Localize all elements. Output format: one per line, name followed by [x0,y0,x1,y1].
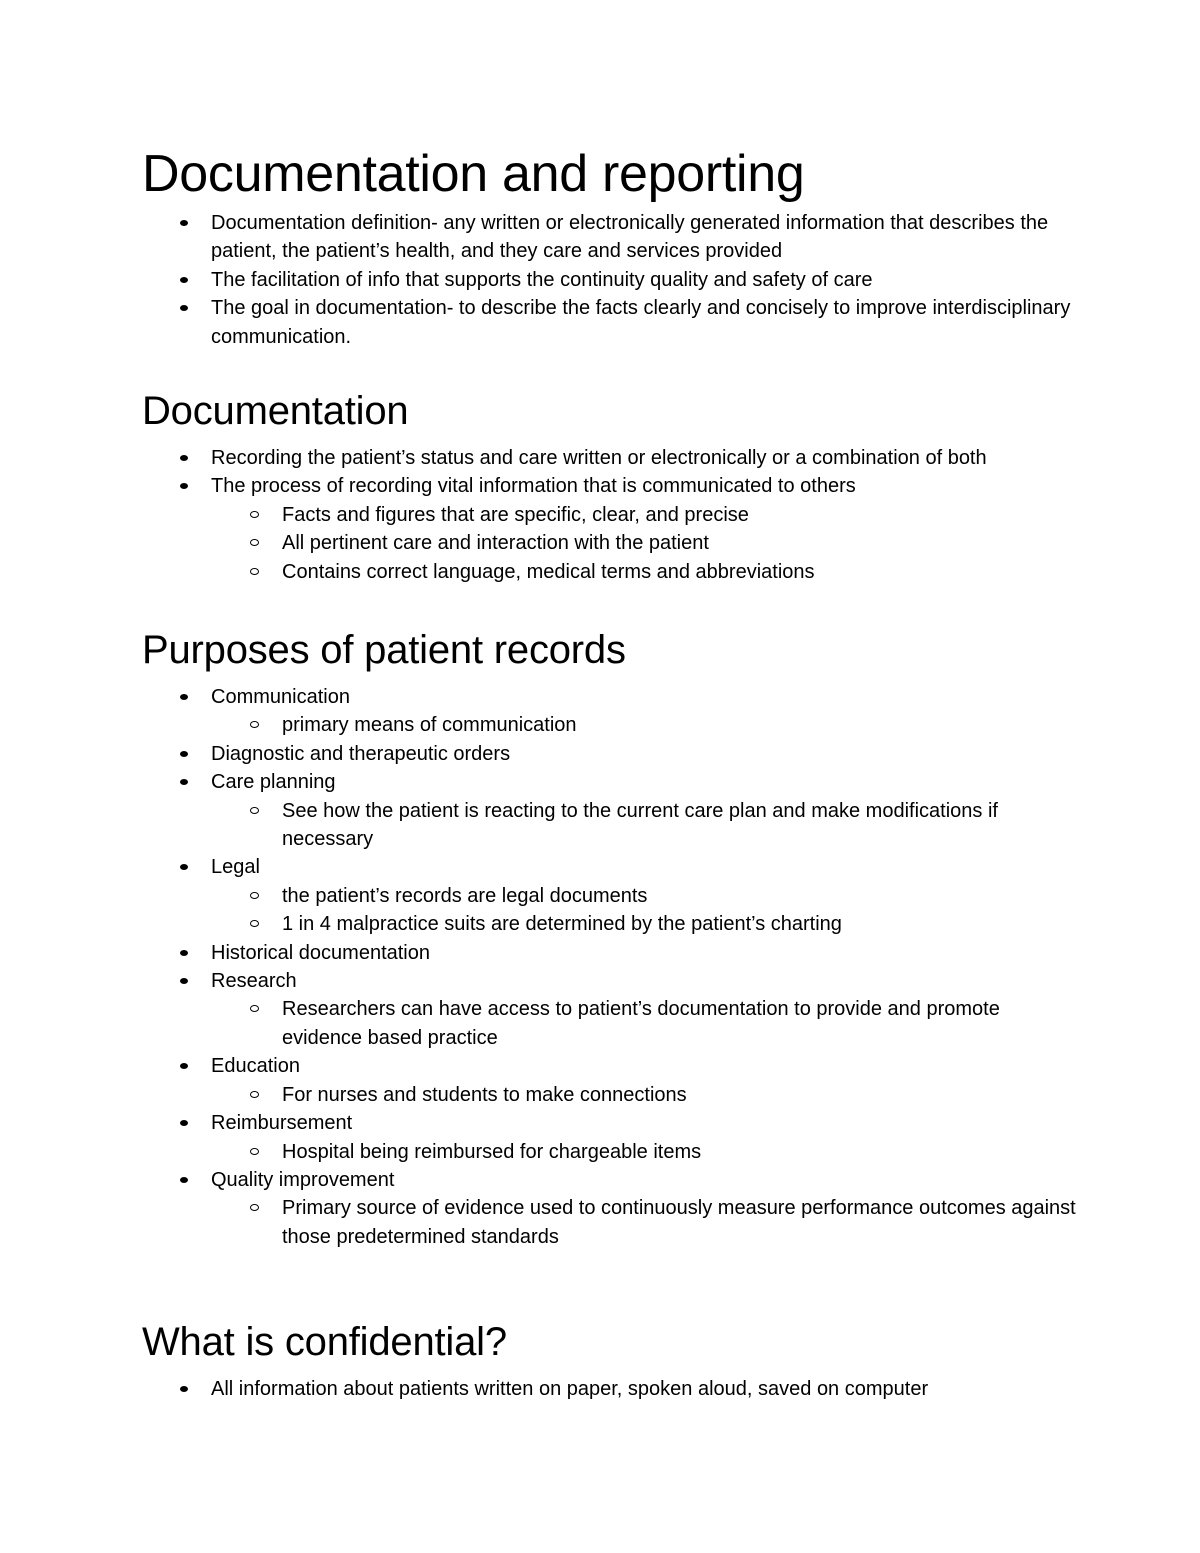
page-title: Documentation and reporting [142,145,805,203]
sub-list-item-text: Hospital being reimbursed for chargeable items [282,1140,702,1163]
sub-list-item [142,1138,1082,1166]
hollow-bullet-icon [250,807,259,814]
hollow-bullet-icon [250,721,259,728]
hollow-bullet-icon [250,539,259,546]
list-item [142,967,1082,995]
filled-bullet-icon [180,864,188,870]
sub-list-item [142,882,1082,910]
purposes-list [142,683,1082,1251]
sub-list-item [142,910,1082,938]
sub-list-item-text: All pertinent care and interaction with the patient [282,532,709,555]
list-item-text: The facilitation of info that supports the continuity quality and safety of care [211,268,873,291]
list-item [142,939,1082,967]
filled-bullet-icon [180,1177,188,1183]
hollow-bullet-icon [250,1005,259,1012]
hollow-bullet-icon [250,511,259,518]
intro-list [142,209,1082,351]
list-item [142,1052,1082,1080]
section-heading: Purposes of patient records [142,628,626,672]
sub-list-item-text: Researchers can have access to patient’s documentation to provide and promote evidence based practice [282,998,1000,1049]
list-item [142,294,1082,351]
sub-list-item-text: the patient’s records are legal documents [282,884,648,907]
list-item-text: Reimbursement [211,1112,353,1135]
list-item-text: Care planning [211,771,336,794]
sub-list-item [142,711,1082,739]
sub-list-item-text: See how the patient is reacting to the current care plan and make modifications if necessary [282,799,998,851]
confidential-list [142,1375,1082,1403]
list-item-text: Legal [211,856,260,879]
list-item [142,209,1082,266]
sub-list-item [142,797,1082,854]
list-item-text: Education [211,1055,300,1078]
hollow-bullet-icon [250,1204,259,1211]
hollow-bullet-icon [250,920,259,927]
sub-list-item [142,995,1082,1052]
filled-bullet-icon [180,277,188,283]
list-item [142,472,1082,500]
filled-bullet-icon [180,1120,188,1126]
list-item [142,444,1082,472]
section-heading: What is confidential? [142,1320,507,1364]
list-item-text: Research [211,970,297,993]
filled-bullet-icon [180,483,188,489]
sub-list-item-text: primary means of communication [282,714,577,737]
hollow-bullet-icon [250,1148,259,1155]
hollow-bullet-icon [250,892,259,899]
section-what-is-confidential [142,1317,1082,1403]
list-item-text: Documentation definition- any written or electronically generated information that describes the patient, the patient’s health, and they care and services provided [211,212,1049,263]
filled-bullet-icon [180,751,188,757]
section-documentation [142,386,1082,586]
section-heading: Documentation [142,389,409,433]
list-item-text: The process of recording vital information that is communicated to others [211,475,856,498]
hollow-bullet-icon [250,1091,259,1098]
hollow-bullet-icon [250,568,259,575]
list-item [142,1375,1082,1403]
filled-bullet-icon [180,779,188,785]
sub-list-item-text: For nurses and students to make connections [282,1083,687,1106]
list-item [142,768,1082,796]
list-item-text: All information about patients written on paper, spoken aloud, saved on computer [211,1378,929,1400]
list-item [142,266,1082,294]
section-purposes-of-patient-records [142,625,1082,1251]
filled-bullet-icon [180,220,188,226]
filled-bullet-icon [180,978,188,984]
list-item [142,740,1082,768]
sub-list-item-text: Contains correct language, medical terms and abbreviations [282,560,815,583]
list-item-text: The goal in documentation- to describe the facts clearly and concisely to improve interdisciplinary communication. [211,297,1071,348]
sub-list-item [142,558,1082,586]
list-item-text: Diagnostic and therapeutic orders [211,742,511,765]
list-item-text: Recording the patient’s status and care written or electronically or a combination of both [211,447,987,469]
sub-list-item [142,501,1082,529]
list-item [142,1109,1082,1137]
sub-list-item-text: Primary source of evidence used to continuously measure performance outcomes against those predetermined standards [282,1197,1076,1248]
section-documentation-and-reporting [142,143,1082,351]
list-item-text: Historical documentation [211,941,430,964]
filled-bullet-icon [180,1063,188,1069]
list-item-text: Communication [211,686,350,708]
filled-bullet-icon [180,950,188,956]
list-item [142,1166,1082,1194]
filled-bullet-icon [180,305,188,311]
list-item-text: Quality improvement [211,1168,395,1191]
filled-bullet-icon [180,694,188,700]
list-item [142,683,1082,711]
sub-list-item [142,1081,1082,1109]
sub-list-item [142,529,1082,557]
filled-bullet-icon [180,1386,188,1392]
list-item [142,853,1082,881]
filled-bullet-icon [180,455,188,461]
sub-list-item-text: Facts and figures that are specific, clear, and precise [282,503,749,526]
sub-list-item [142,1194,1082,1251]
sub-list-item-text: 1 in 4 malpractice suits are determined by the patient’s charting [282,913,842,936]
documentation-list [142,444,1082,586]
